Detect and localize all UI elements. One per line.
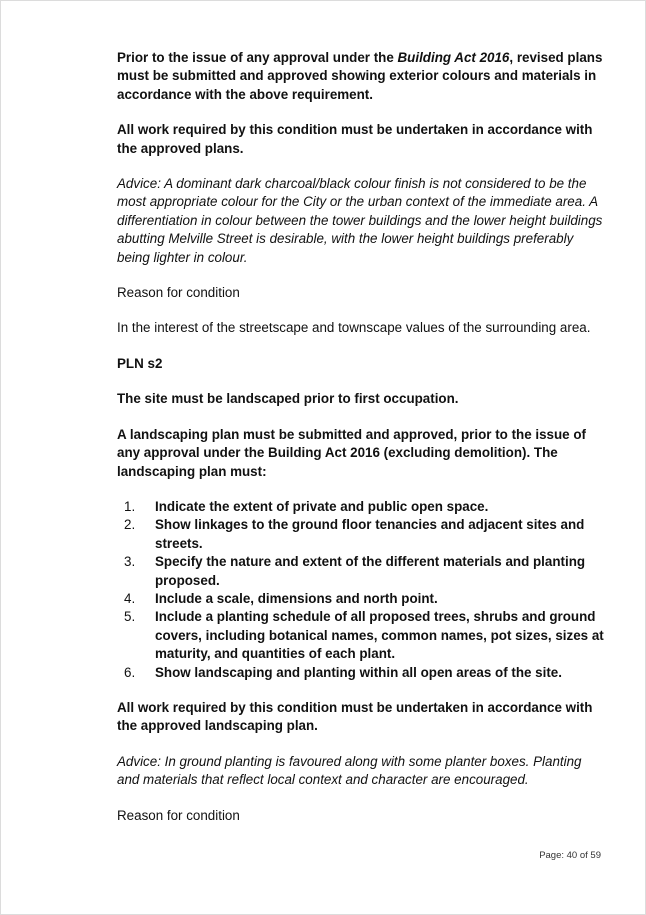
- list-item: [117, 498, 607, 516]
- list-text: Indicate the extent of private and public open space.: [155, 498, 489, 514]
- list-item: [117, 590, 607, 608]
- list-item: [117, 608, 607, 663]
- approval-text-start: Prior to the issue of any approval under the: [117, 50, 398, 65]
- list-text: Specify the nature and extent of the different materials and planting proposed.: [155, 554, 586, 588]
- list-number: 1.: [124, 498, 136, 514]
- list-number: 3.: [124, 554, 136, 570]
- approval-paragraph: [117, 49, 607, 104]
- work-requirement-paragraph: All work required by this condition must be undertaken in accordance with the approved plans.: [117, 122, 593, 156]
- list-number: 4.: [124, 590, 136, 606]
- list-text: Show landscaping and planting within all open areas of the site.: [155, 664, 562, 680]
- approval-text-end: , revised plans must be submitted and approved showing exterior colours and materials in accordance with the above requirement.: [117, 50, 603, 102]
- landscape-intro-paragraph: The site must be landscaped prior to first occupation.: [117, 391, 459, 407]
- building-act-title: Building Act 2016: [397, 50, 510, 65]
- list-text: Include a scale, dimensions and north point.: [155, 590, 438, 606]
- list-text: Include a planting schedule of all proposed trees, shrubs and ground covers, including botanical names, common names, pot sizes, sizes at maturity, and quantities of each plant.: [155, 609, 604, 662]
- condition-code-heading: PLN s2: [117, 355, 163, 371]
- reason-text: In the interest of the streetscape and townscape values of the surrounding area.: [117, 320, 591, 336]
- list-text: Show linkages to the ground floor tenancies and adjacent sites and streets.: [155, 517, 585, 551]
- list-number: 6.: [124, 664, 136, 680]
- reason-heading: Reason for condition: [117, 285, 240, 301]
- list-item: [117, 516, 607, 553]
- landscape-plan-paragraph: A landscaping plan must be submitted and approved, prior to the issue of any approval under the Building Act 2016 (excluding demolition). The landscaping plan must:: [117, 426, 586, 479]
- reason-heading-2: Reason for condition: [117, 807, 240, 823]
- list-item: [117, 553, 607, 590]
- landscape-requirements-list: [117, 498, 607, 682]
- list-number: 5.: [124, 609, 136, 625]
- advice-colour-paragraph: Advice: A dominant dark charcoal/black colour finish is not considered to be the most appropriate colour for the City or the urban context of the immediate area. A differentiation in colour between the tower buildings and the lower height buildings abutting Melville Street is desirable, with the lower height buildings preferably being lighter in colour.: [117, 176, 603, 265]
- landscape-work-paragraph: All work required by this condition must be undertaken in accordance with the approved landscaping plan.: [117, 699, 593, 734]
- list-number: 2.: [124, 517, 136, 533]
- advice-planting-paragraph: Advice: In ground planting is favoured along with some planter boxes. Planting and materials that reflect local context and character are encouraged.: [117, 753, 582, 788]
- list-item: [117, 664, 607, 682]
- page-number-footer: Page: 40 of 59: [539, 850, 601, 861]
- document-body: [117, 49, 607, 825]
